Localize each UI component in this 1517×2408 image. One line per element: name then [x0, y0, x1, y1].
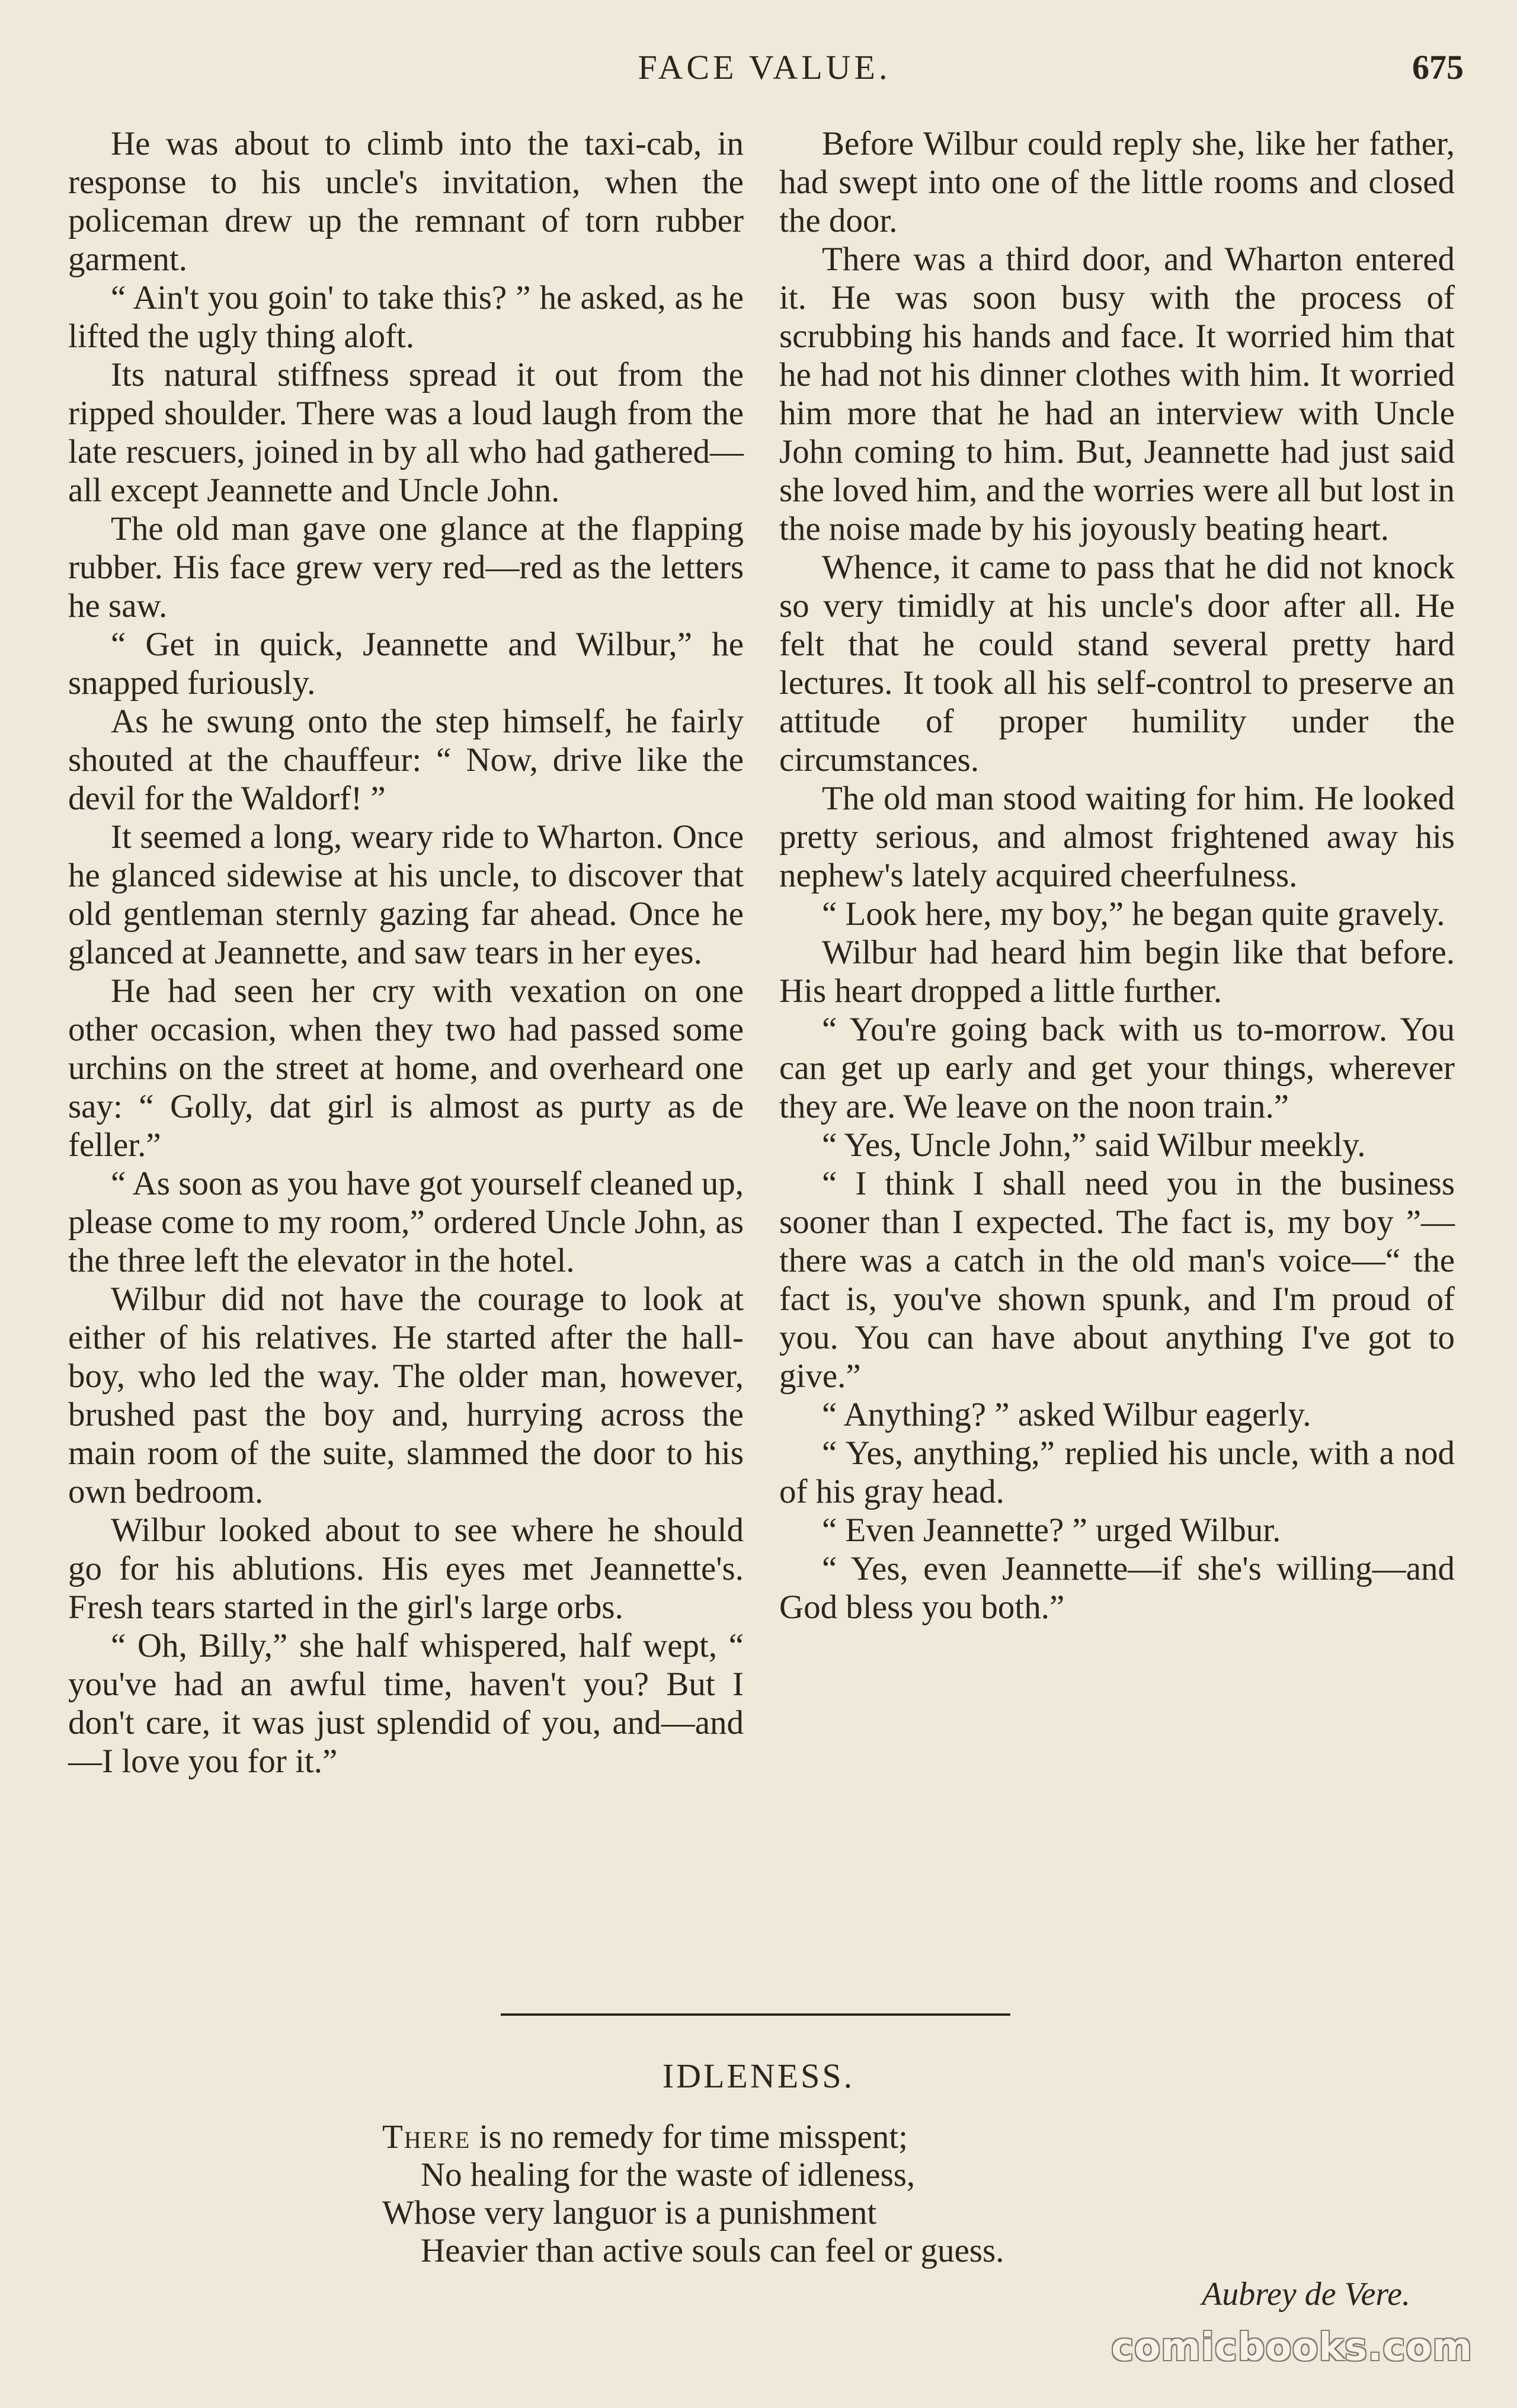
paragraph: “ Yes, even Jeannette—if she's willing—and God bless you both.” [779, 1550, 1455, 1626]
paragraph: It seemed a long, weary ride to Wharton. Once he glanced sidewise at his uncle, to discover that old gentleman sternly gazing far ahead. Once he glanced at Jeannette, and saw tears in her eyes. [68, 818, 744, 971]
watermark: comicbooks.com [1111, 2326, 1473, 2369]
paragraph: “ Anything? ” asked Wilbur eagerly. [822, 1396, 1311, 1433]
poem-line: Whose very languor is a punishment [382, 2194, 877, 2231]
paragraph: He was about to climb into the taxi-cab, in response to his uncle's invitation, when the policeman drew up the remnant of torn rubber garment. [68, 125, 744, 278]
paragraph: “ Get in quick, Jeannette and Wilbur,” he snapped furiously. [68, 626, 744, 702]
running-title: FACE VALUE. [638, 48, 891, 87]
paragraph: “ You're going back with us to-morrow. You can get up early and get your things, wherever they are. We leave on the noon train.” [779, 1011, 1455, 1125]
section-divider [501, 2013, 1010, 2016]
paragraph: The old man gave one glance at the flapping rubber. His face grew very red—red as the letters he saw. [68, 510, 744, 625]
running-head [65, 41, 1464, 107]
right-column [779, 124, 1455, 1626]
paragraph: “ Ain't you goin' to take this? ” he asked, as he lifted the ugly thing aloft. [68, 279, 744, 355]
paragraph: The old man stood waiting for him. He looked pretty serious, and almost frightened away his nephew's lately acquired cheerfulness. [779, 780, 1455, 894]
page-number: 675 [1412, 48, 1464, 87]
paragraph: “ Oh, Billy,” she half whispered, half wept, “ you've had an awful time, haven't you? But I don't care, it was just splendid of you, and—and—I love you for it.” [68, 1627, 744, 1780]
poem [382, 2118, 1212, 2270]
paragraph: Wilbur did not have the courage to look at either of his relatives. He started after the hall-boy, who led the way. The older man, however, brushed past the boy and, hurrying across the main room of the suite, slammed the door to his own bedroom. [68, 1280, 744, 1510]
paragraph: Wilbur had heard him begin like that before. His heart dropped a little further. [779, 934, 1455, 1010]
paragraph: Whence, it came to pass that he did not knock so very timidly at his uncle's door after all. He felt that he could stand several pretty hard lectures. It took all his self-control to preserve an attitude of proper humility under the circumstances. [779, 549, 1455, 779]
paragraph: “ I think I shall need you in the business sooner than I expected. The fact is, my boy ”—there was a catch in the old man's voice—“ the fact is, you've shown spunk, and I'm proud of you. You can have about anything I've got to give.” [779, 1165, 1455, 1395]
poem-line-rest: is no remedy for time misspent; [471, 2118, 908, 2156]
paragraph: “ Yes, anything,” replied his uncle, with a nod of his gray head. [779, 1434, 1455, 1510]
paragraph: He had seen her cry with vexation on one other occasion, when they two had passed some urchins on the street at home, and overheard one say: “ Golly, dat girl is almost as purty as de feller.” [68, 972, 744, 1164]
poem-author: Aubrey de Vere. [1202, 2276, 1410, 2313]
poem-line: Heavier than active souls can feel or guess. [421, 2232, 1004, 2269]
paragraph: “ As soon as you have got yourself cleaned up, please come to my room,” ordered Uncle John, as the three left the elevator in the hotel. [68, 1165, 744, 1279]
paragraph: There was a third door, and Wharton entered it. He was soon busy with the process of scrubbing his hands and face. It worried him that he had not his dinner clothes with him. It worried him more that he had an interview with Uncle John coming to him. But, Jeannette had just said she loved him, and the worries were all but lost in the noise made by his joyously beating heart. [779, 241, 1455, 547]
paragraph: As he swung onto the step himself, he fairly shouted at the chauffeur: “ Now, drive like the devil for the Waldorf! ” [68, 703, 744, 817]
poem-line: No healing for the waste of idleness, [421, 2156, 916, 2194]
poem-line [382, 2118, 1212, 2156]
paragraph: “ Look here, my boy,” he began quite gravely. [822, 895, 1445, 933]
paragraph: Its natural stiffness spread it out from the ripped shoulder. There was a loud laugh from the late rescuers, joined in by all who had gathered—all except Jeannette and Uncle John. [68, 356, 744, 509]
poem-first-word: There [382, 2118, 471, 2156]
paragraph: “ Yes, Uncle John,” said Wilbur meekly. [822, 1126, 1366, 1164]
paragraph: Before Wilbur could reply she, like her father, had swept into one of the little rooms and closed the door. [779, 125, 1455, 239]
poem-title: IDLENESS. [662, 2057, 855, 2095]
paragraph: Wilbur looked about to see where he should go for his ablutions. His eyes met Jeannette's. Fresh tears started in the girl's large orbs. [68, 1512, 744, 1626]
paragraph: “ Even Jeannette? ” urged Wilbur. [822, 1512, 1281, 1549]
left-column [68, 124, 744, 1781]
